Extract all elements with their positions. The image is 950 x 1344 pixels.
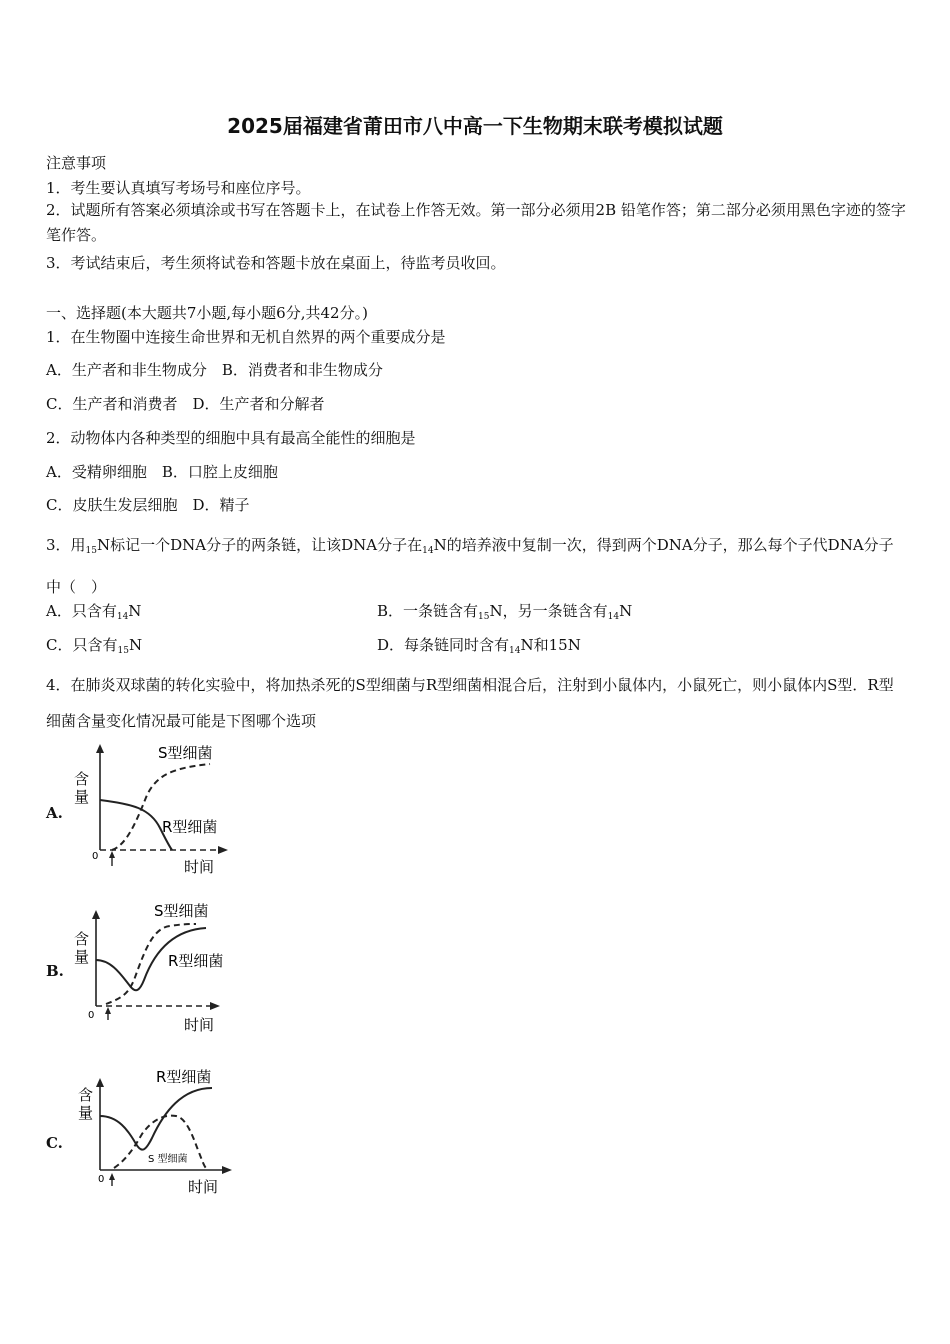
q2-stem: 2．动物体内各种类型的细胞中具有最高全能性的细胞是 xyxy=(46,429,416,447)
q4-b-ylabel-1: 含 xyxy=(74,930,90,948)
q3-option-a[interactable]: A．只含有$_{14}$N xyxy=(46,602,142,622)
q4-c-zero: 0 xyxy=(98,1174,105,1185)
notice-item-1: 1．考生要认真填写考场号和座位序号。 xyxy=(46,179,311,197)
q2-option-c[interactable]: C．皮肤生发层细胞 xyxy=(46,496,178,514)
q4-a-top-label: S型细菌 xyxy=(158,744,213,762)
q4-a-right-label: R型细菌 xyxy=(162,818,218,836)
q2-options-cd xyxy=(46,494,250,515)
q4-b-ylabel-2: 量 xyxy=(74,948,90,966)
q4-c-ylabel-2: 量 xyxy=(78,1104,94,1122)
q4-stem: 4．在肺炎双球菌的转化实验中，将加热杀死的S型细菌与R型细菌相混合后，注射到小鼠体内，小鼠死亡，则小鼠体内S型．R型细菌含量变化情况最可能是下图哪个选项 xyxy=(46,676,894,730)
q4-b-top-label: S型细菌 xyxy=(154,902,209,920)
q4-a-xlabel: 时间 xyxy=(184,858,215,876)
q4-a-ylabel-2: 量 xyxy=(74,788,90,806)
q4-option-c-graph[interactable] xyxy=(72,1064,247,1204)
q3-option-b[interactable]: B．一条链含有$_{15}$N，另一条链含有$_{14}$N xyxy=(377,602,633,622)
q4-option-b-graph[interactable] xyxy=(72,898,242,1038)
notice-heading: 注意事项 xyxy=(46,154,107,172)
notice-item-3: 3．考试结束后，考生须将试卷和答题卡放在桌面上，待监考员收回。 xyxy=(46,254,506,272)
q1-options-cd xyxy=(46,393,325,414)
q4-c-top-label: R型细菌 xyxy=(156,1068,212,1086)
q1-option-b[interactable]: B．消费者和非生物成分 xyxy=(221,361,383,379)
q4-a-zero: 0 xyxy=(92,851,99,862)
q4-a-ylabel-1: 含 xyxy=(74,770,90,788)
q4-c-ylabel-1: 含 xyxy=(78,1086,94,1104)
q4-c-right-label: S 型细菌 xyxy=(148,1154,188,1165)
q4-option-c-label[interactable]: C. xyxy=(46,1134,63,1152)
q2-option-a[interactable]: A．受精卵细胞 xyxy=(46,463,147,481)
q1-option-a[interactable]: A．生产者和非生物成分 xyxy=(46,361,207,379)
q1-stem: 1．在生物圈中连接生命世界和无机自然界的两个重要成分是 xyxy=(46,328,446,346)
q4-b-right-label: R型细菌 xyxy=(168,952,224,970)
q4-option-a-label[interactable]: A. xyxy=(46,804,63,822)
q4-option-a-graph[interactable] xyxy=(72,740,242,880)
q4-b-xlabel: 时间 xyxy=(184,1016,215,1034)
q4-option-b-label[interactable]: B. xyxy=(46,962,64,980)
q1-option-c[interactable]: C．生产者和消费者 xyxy=(46,395,178,413)
q3-stem: 3．用$_{15}$N标记一个DNA分子的两条链，让该DNA分子在$_{14}$N的培养液中复制一次，得到两个DNA分子，那么每个子代DNA分子中（ ） xyxy=(46,536,894,596)
q2-options-ab xyxy=(46,461,278,482)
q3-option-c[interactable]: C．只含有$_{15}$N xyxy=(46,636,143,656)
section-heading: 一、选择题(本大题共7小题,每小题6分,共42分。) xyxy=(46,304,368,322)
q2-option-d[interactable]: D．精子 xyxy=(192,496,250,514)
q1-options-ab xyxy=(46,359,383,380)
q4-b-zero: 0 xyxy=(88,1010,95,1021)
q3-option-d[interactable]: D．每条链同时含有$_{14}$N和15N xyxy=(377,636,581,656)
q1-option-d[interactable]: D．生产者和分解者 xyxy=(192,395,325,413)
page-title: 2025届福建省莆田市八中高一下生物期末联考模拟试题 xyxy=(227,114,723,138)
q2-option-b[interactable]: B．口腔上皮细胞 xyxy=(161,463,278,481)
q4-c-xlabel: 时间 xyxy=(188,1178,219,1196)
notice-item-2: 2．试题所有答案必须填涂或书写在答题卡上，在试卷上作答无效。第一部分必须用2B 铅笔作答；第二部分必须用黑色字迹的签字笔作答。 xyxy=(46,201,906,244)
